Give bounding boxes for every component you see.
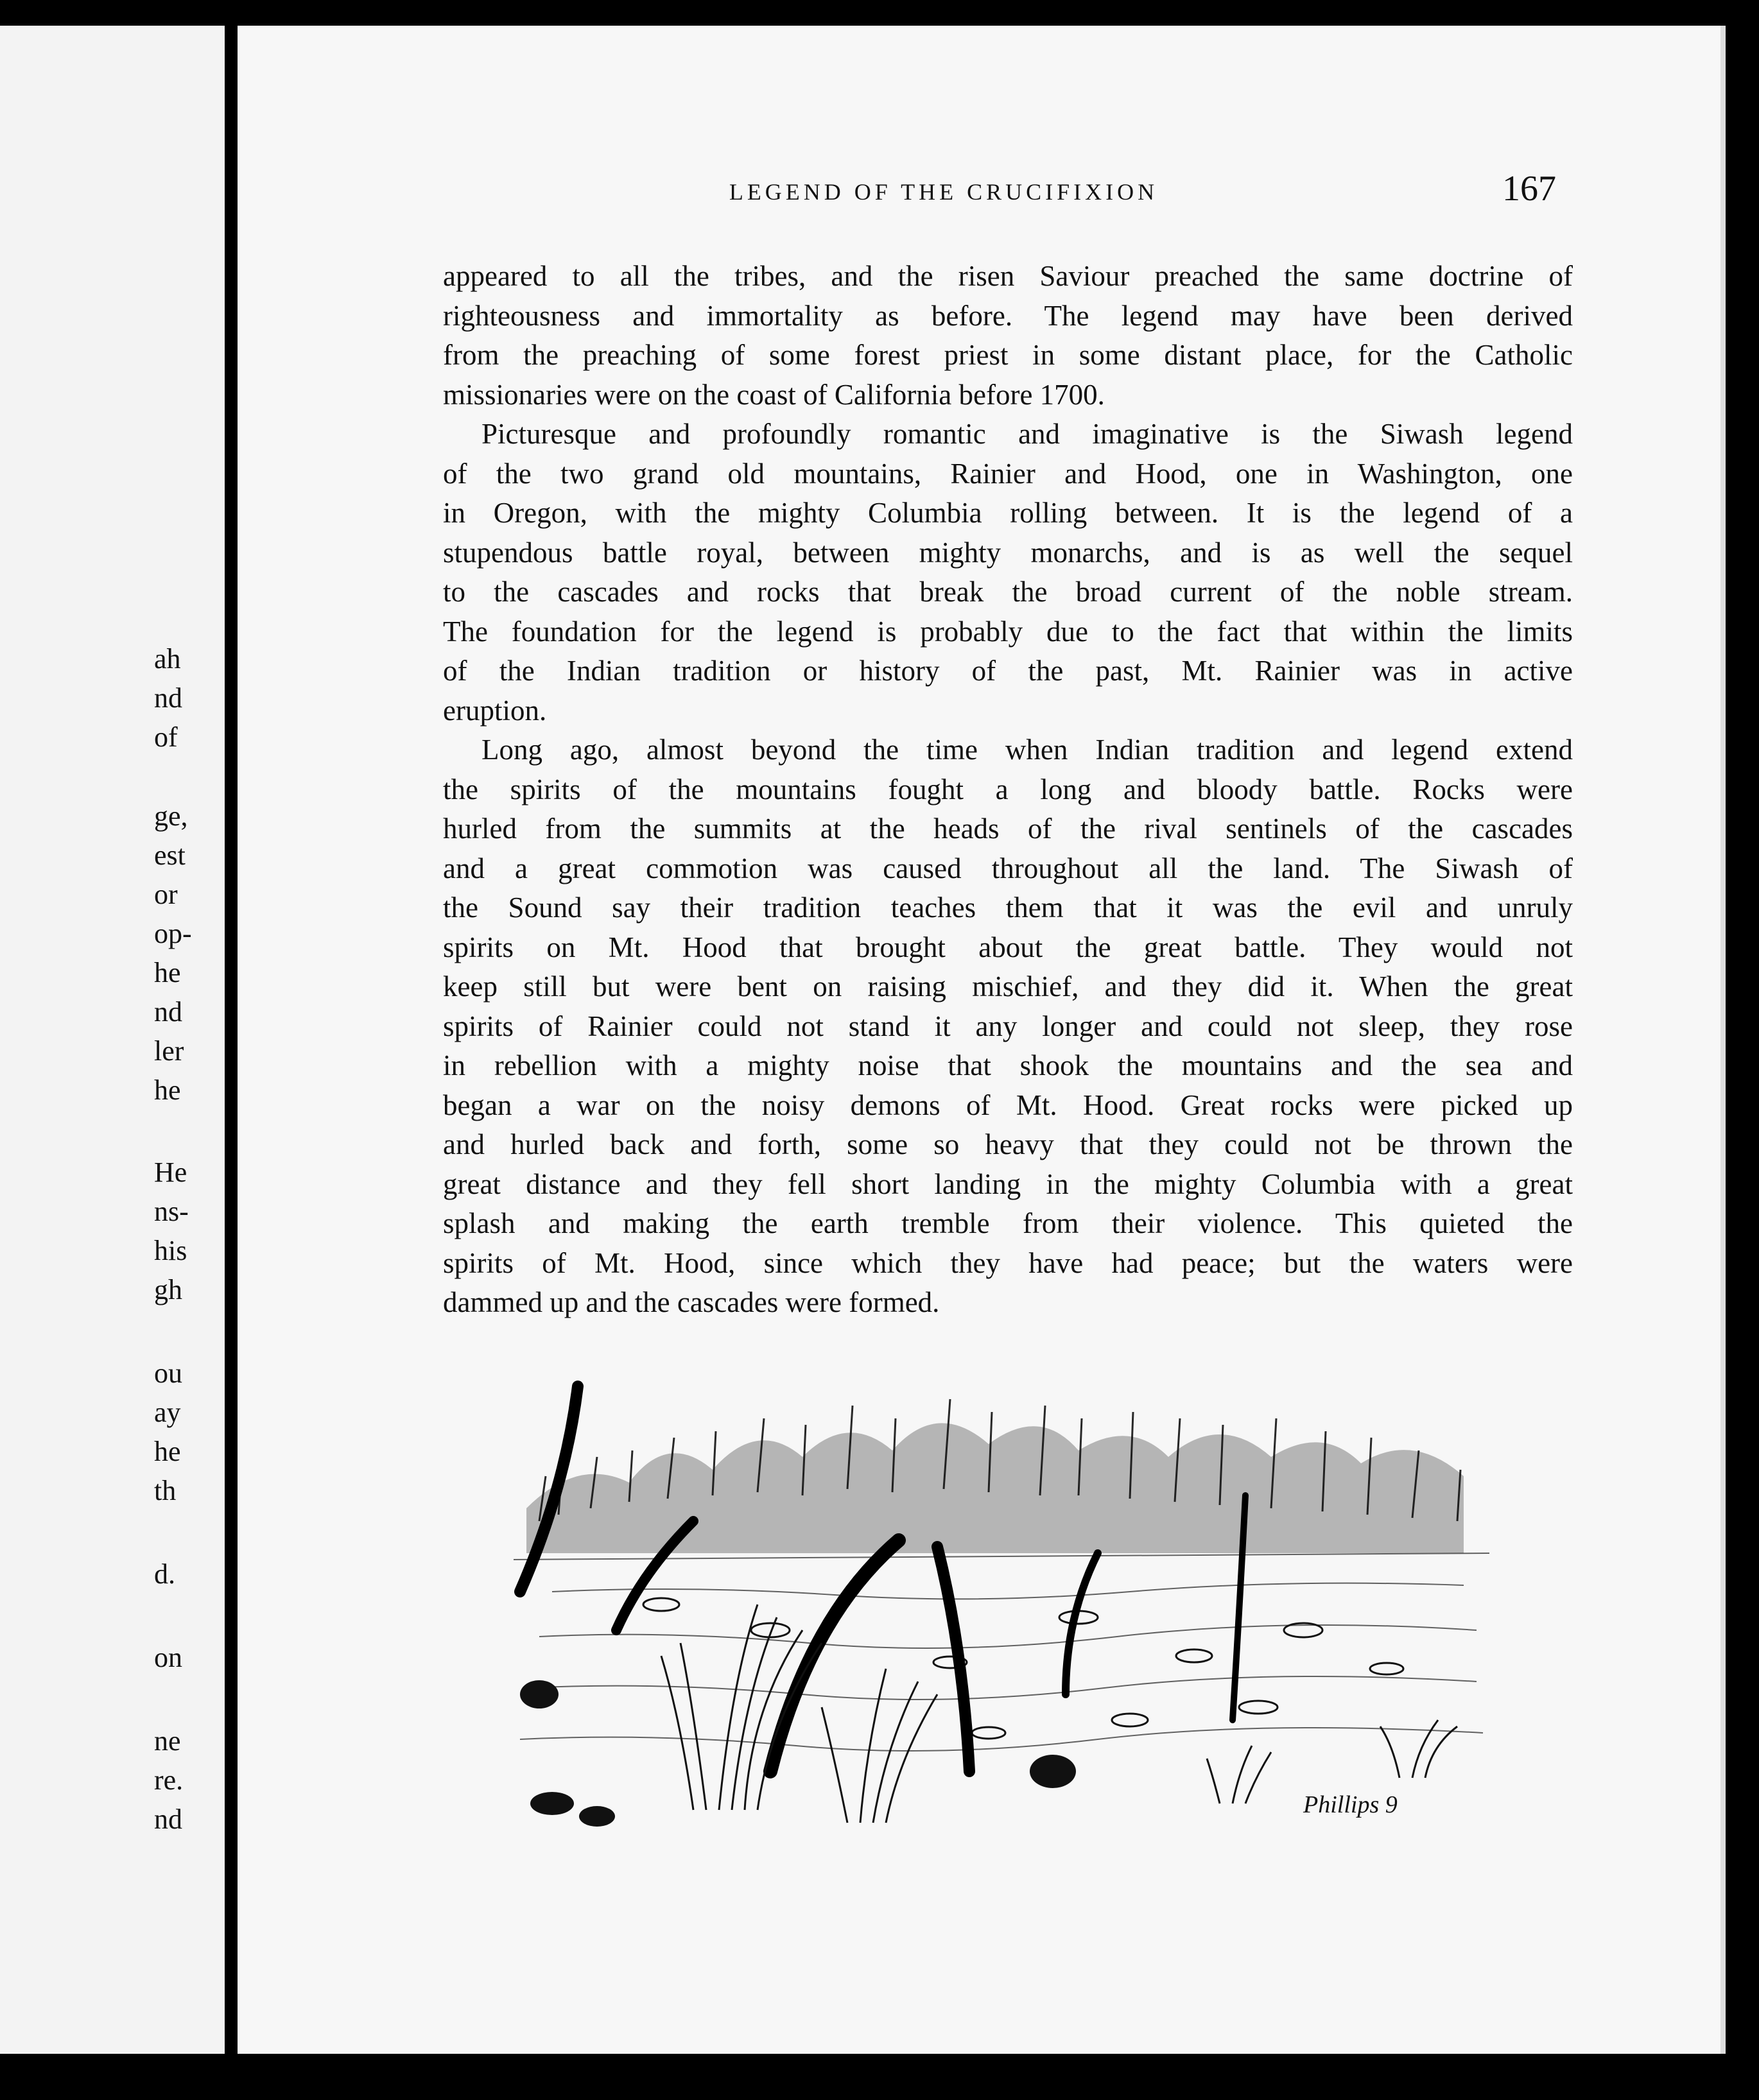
text-line: and hurled back and forth, some so heavy that they could not be thrown the [443, 1128, 1573, 1160]
artist-signature: Phillips 9 [1303, 1791, 1398, 1818]
text-line: spirits of Mt. Hood, since which they have had peace; but the waters were [443, 1246, 1573, 1279]
left-page-fragment: he [154, 957, 181, 988]
left-page-fragment: his [154, 1235, 187, 1266]
text-line: spirits on Mt. Hood that brought about the great battle. They would not [443, 931, 1573, 963]
left-page-fragment: est [154, 839, 186, 871]
left-page-fragment: on [154, 1642, 182, 1673]
text-line: keep still but were bent on raising mischief, and they did it. When the great [443, 970, 1573, 1003]
left-page-fragment: ah [154, 643, 181, 675]
text-line: of the two grand old mountains, Rainier and Hood, one in Washington, one [443, 457, 1573, 490]
left-page-fragment: ler [154, 1035, 184, 1067]
left-page-fragment: ou [154, 1357, 182, 1389]
text-line: righteousness and immortality as before. The legend may have been derived [443, 299, 1573, 332]
text-line: missionaries were on the coast of California before 1700. [443, 378, 1105, 411]
text-line: from the preaching of some forest priest in some distant place, for the Catholic [443, 339, 1573, 371]
left-page-fragment: He [154, 1157, 187, 1188]
left-page-fragment: op- [154, 918, 192, 949]
text-line: the spirits of the mountains fought a long and bloody battle. Rocks were [443, 773, 1573, 805]
left-page-fragment: or [154, 879, 178, 910]
running-head: LEGEND OF THE CRUCIFIXION [729, 179, 1159, 205]
text-line: in Oregon, with the mighty Columbia rolling between. It is the legend of a [443, 497, 1573, 529]
marsh-scene-icon [501, 1361, 1502, 1836]
text-line: eruption. [443, 694, 547, 727]
left-page-fragment: nd [154, 996, 182, 1028]
text-line: splash and making the earth tremble from their violence. This quieted the [443, 1207, 1573, 1239]
left-page-fragment: th [154, 1475, 177, 1506]
marsh-scene-illustration [501, 1361, 1502, 1836]
page-number: 167 [1502, 169, 1556, 209]
left-page-fragment: ge, [154, 800, 188, 832]
text-line: appeared to all the tribes, and the risen Saviour preached the same doctrine of [443, 260, 1573, 292]
left-page-fragment: d. [154, 1558, 175, 1590]
body-text [443, 257, 1573, 1323]
text-line: of the Indian tradition or history of the past, Mt. Rainier was in active [443, 655, 1573, 687]
page-edge [1720, 26, 1726, 2054]
left-page-fragment: nd [154, 682, 182, 714]
text-line: hurled from the summits at the heads of the rival sentinels of the cascades [443, 813, 1573, 845]
text-line: and a great commotion was caused throughout all the land. The Siwash of [443, 852, 1573, 884]
facing-page-left [0, 26, 225, 2054]
text-line: Long ago, almost beyond the time when Indian tradition and legend extend [481, 734, 1573, 766]
text-line: in rebellion with a mighty noise that shook the mountains and the sea and [443, 1049, 1573, 1081]
text-line: great distance and they fell short landing in the mighty Columbia with a great [443, 1167, 1573, 1200]
left-page-fragment: nd [154, 1803, 182, 1835]
text-line: the Sound say their tradition teaches them that it was the evil and unruly [443, 891, 1573, 924]
left-page-fragment: he [154, 1436, 181, 1467]
text-line: The foundation for the legend is probably due to the fact that within the limits [443, 615, 1573, 648]
text-line: began a war on the noisy demons of Mt. Hood. Great rocks were picked up [443, 1089, 1573, 1121]
left-page-fragment: ns- [154, 1196, 189, 1227]
paragraph-3 [443, 730, 1573, 1323]
left-page-fragment: gh [154, 1274, 182, 1305]
left-page-fragment: ne [154, 1725, 181, 1757]
paragraph-1 [443, 257, 1573, 415]
paragraph-2 [443, 415, 1573, 730]
left-page-fragment: ay [154, 1397, 181, 1428]
text-line: Picturesque and profoundly romantic and imaginative is the Siwash legend [481, 418, 1573, 450]
left-page-fragment: he [154, 1074, 181, 1106]
text-line: spirits of Rainier could not stand it any longer and could not sleep, they rose [443, 1010, 1573, 1042]
text-line: dammed up and the cascades were formed. [443, 1286, 940, 1318]
left-page-fragment: of [154, 721, 178, 753]
left-page-fragment: re. [154, 1764, 184, 1796]
text-line: stupendous battle royal, between mighty monarchs, and is as well the sequel [443, 536, 1573, 569]
text-line: to the cascades and rocks that break the broad current of the noble stream. [443, 576, 1573, 608]
